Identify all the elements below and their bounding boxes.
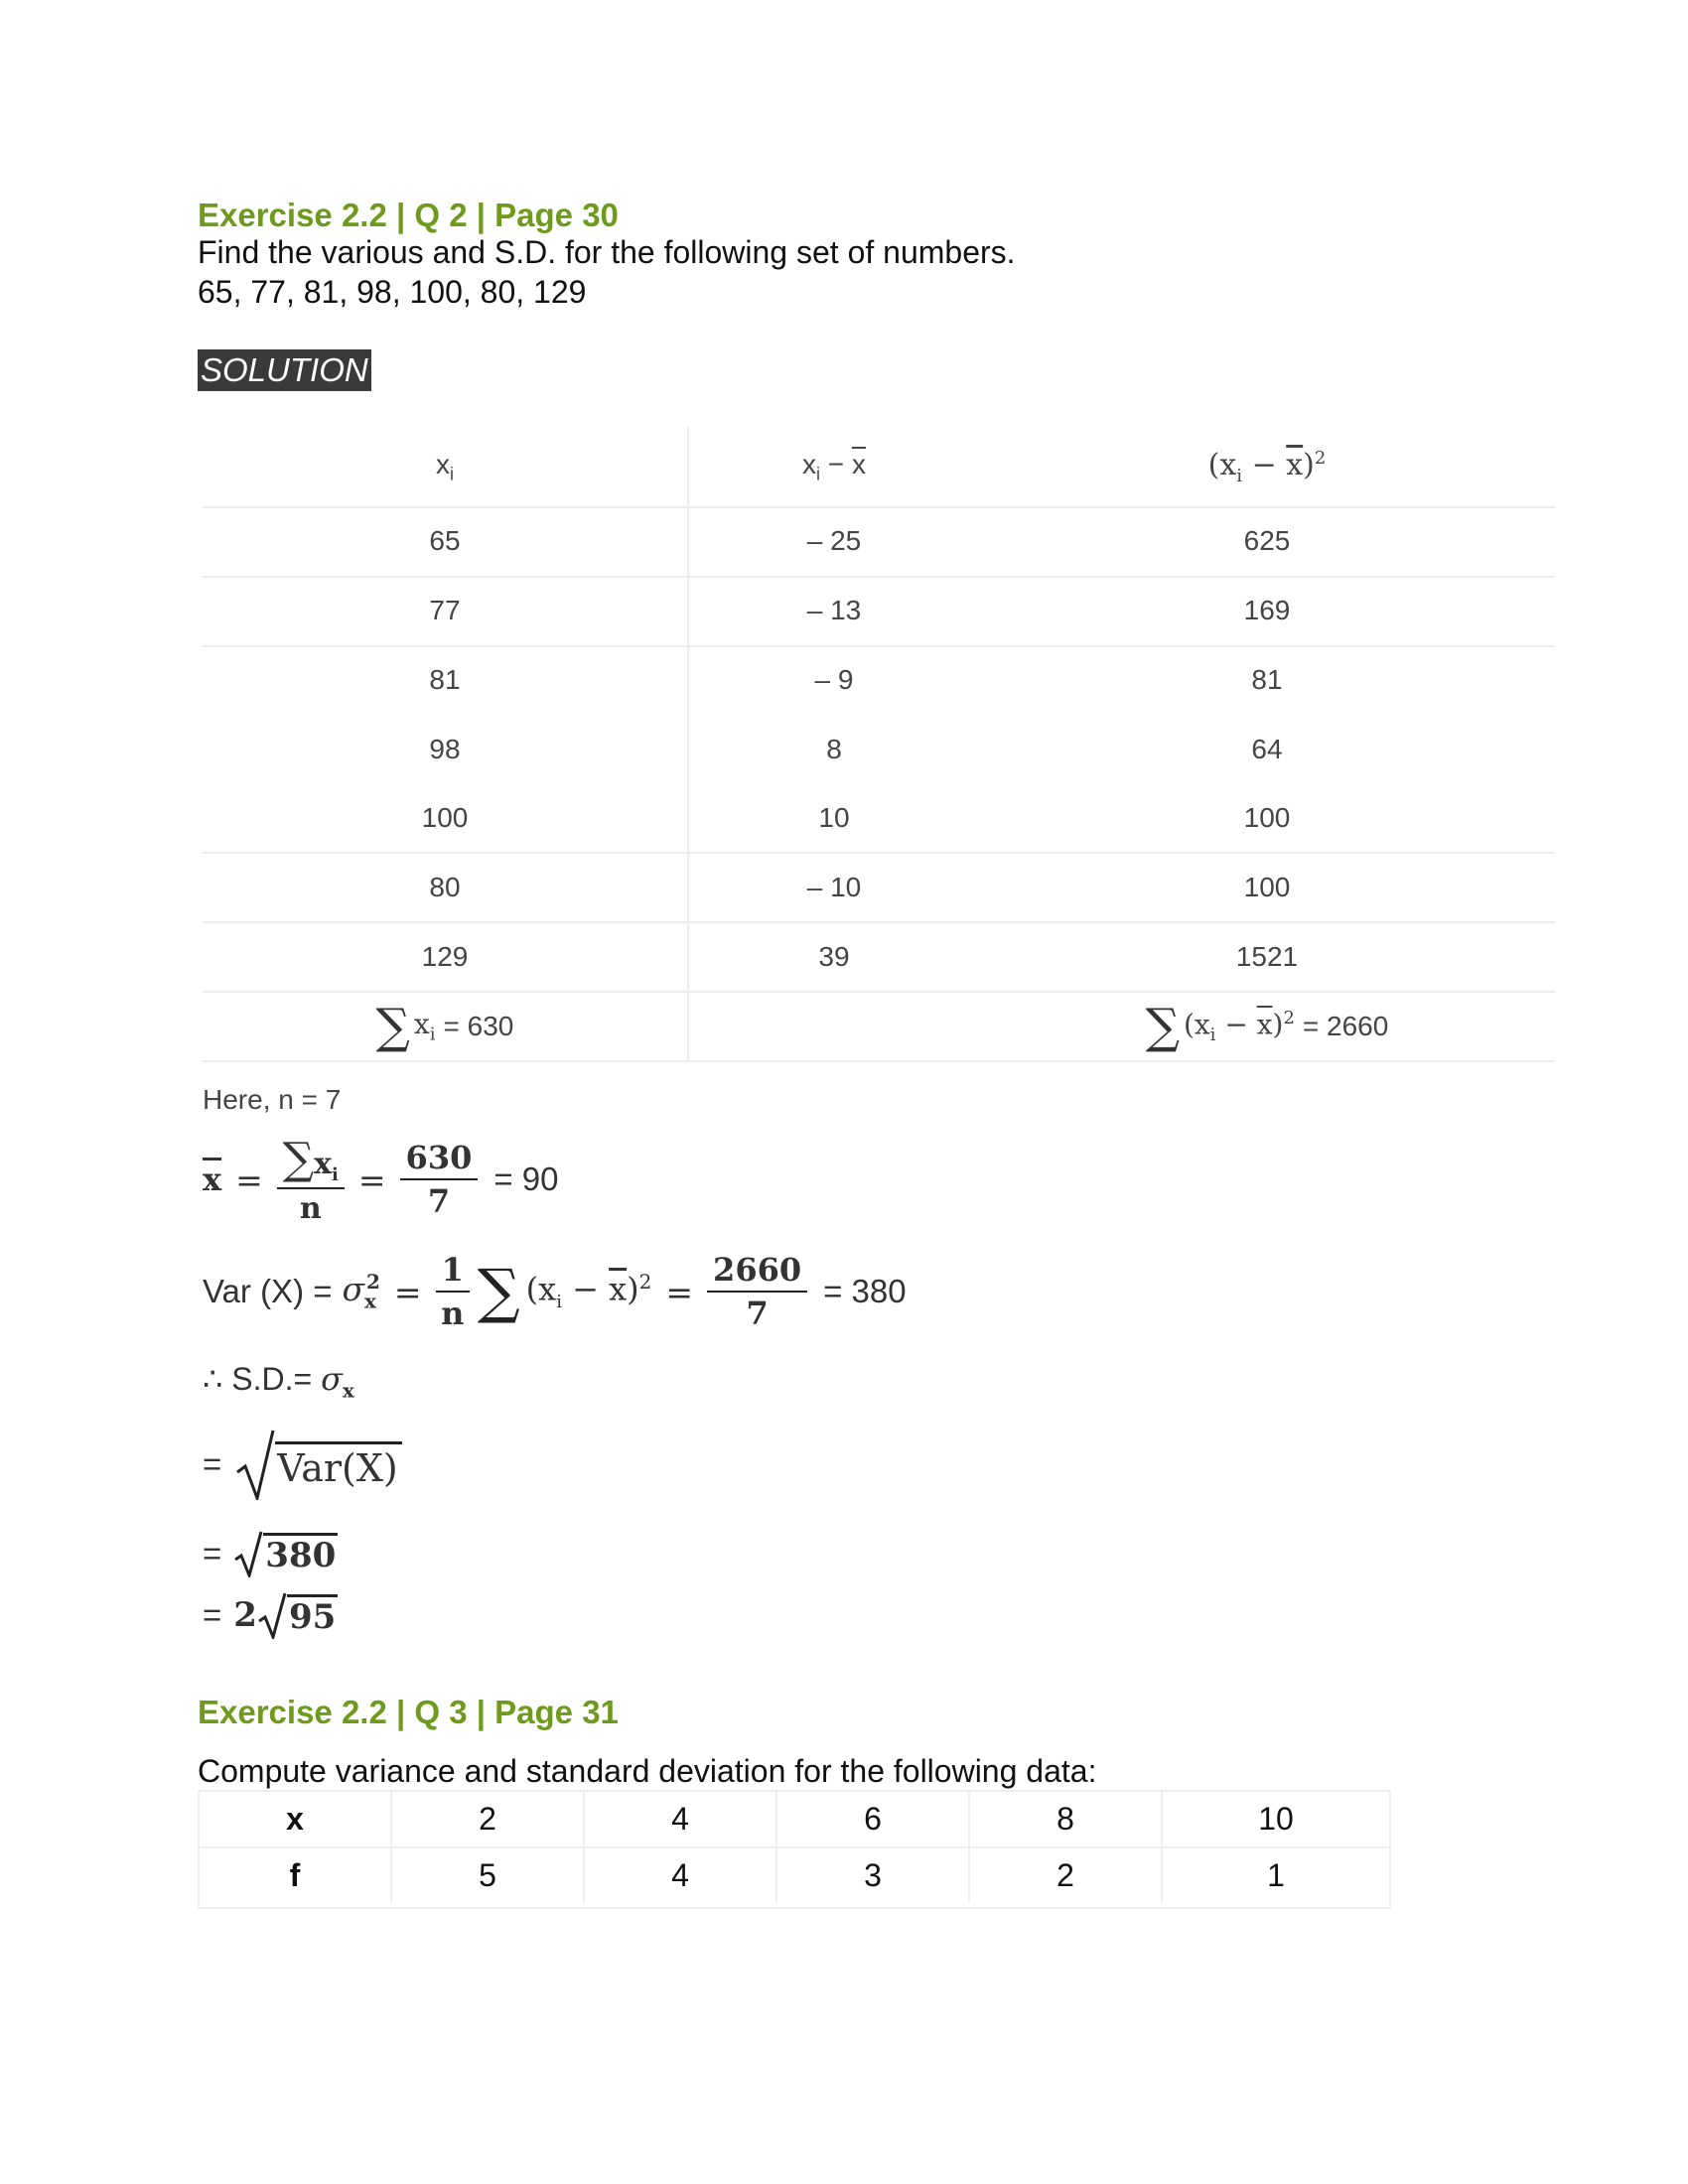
f-value: 1 <box>1267 1857 1285 1893</box>
mean-result: = 90 <box>493 1160 559 1197</box>
table-row <box>203 506 1555 578</box>
header-xi: $x_i$ <box>436 448 454 484</box>
sd-step-1: = Var(X) <box>203 1430 402 1499</box>
f-value: 5 <box>392 1848 585 1903</box>
cell-xi: 100 <box>421 802 469 833</box>
table-row <box>203 784 1555 854</box>
sigma-symbol: ∑ <box>477 1257 520 1326</box>
one-over-n: $\frac{1}{n}$ <box>436 1251 470 1332</box>
table-row <box>203 715 1555 784</box>
cell-deviation: – 25 <box>806 525 862 556</box>
variance-formula: Var (X) = $\sigma_x^2$ = $\frac{1}{n}$ ∑ $(x_i - \overline{x})^2$ = $\frac{2660}{7}$ = 380 <box>203 1251 907 1332</box>
table-row-x <box>200 1792 1389 1848</box>
header-squared-deviation: $(x_i - \overline{x})^2$ <box>1207 447 1327 486</box>
x-value: 4 <box>585 1792 777 1846</box>
x-value: 2 <box>392 1792 585 1846</box>
sd-step-2: = 380 <box>203 1529 338 1578</box>
f-value: 3 <box>777 1848 970 1903</box>
frequency-table <box>198 1790 1391 1909</box>
table-sum-row <box>203 993 1555 1062</box>
sd-label: ∴ S.D.= <box>203 1361 313 1397</box>
cell-squared: 64 <box>1251 734 1283 764</box>
mean-fraction-value: $\frac{630}{7}$ <box>400 1139 479 1220</box>
sqrt-sign <box>235 1429 275 1500</box>
table-row <box>203 576 1555 647</box>
cell-deviation: – 9 <box>814 664 854 695</box>
cell-xi: 65 <box>429 525 461 556</box>
solution-badge[interactable]: SOLUTION <box>198 349 371 391</box>
mean-fraction-sum: $\frac{\sum x_i}{n}$ <box>277 1134 345 1226</box>
sum-xi-value: = 630 <box>443 1011 514 1041</box>
variance-result: = 380 <box>823 1273 907 1309</box>
table-row <box>203 645 1555 715</box>
cell-deviation: 10 <box>818 802 850 833</box>
sum-squared-cell: ∑ $(x_i - \overline{x})^2$ = 2660 <box>1145 999 1389 1054</box>
sd-coefficient: 2 <box>233 1595 257 1635</box>
sd-definition: ∴ $S.D.= \sigma_x$ <box>203 1360 354 1403</box>
cell-deviation: 39 <box>818 941 850 972</box>
cell-squared: 169 <box>1243 595 1291 625</box>
question-text-q3: Compute variance and standard deviation for the following data: <box>198 1753 1097 1789</box>
exercise-heading-q2: Exercise 2.2 | Q 2 | Page 30 <box>198 197 619 233</box>
cell-squared: 100 <box>1243 872 1291 902</box>
header-deviation: $x_i - \overline{x}$ <box>802 448 866 484</box>
mean-formula: $\overline{x}$ = $\frac{\sum x_i}{n}$ = $\frac{630}{7}$ = 90 <box>203 1133 559 1226</box>
question-text-q2: Find the various and S.D. for the following set of numbers. <box>198 234 1016 270</box>
variance-label: Var (X) = <box>203 1273 333 1309</box>
table-row <box>203 854 1555 923</box>
sum-empty-cell <box>689 993 979 1060</box>
x-value: 8 <box>970 1792 1163 1846</box>
sum-xi-cell: ∑ $x_i$ = 630 <box>375 999 514 1054</box>
table-row-f <box>200 1848 1389 1903</box>
cell-deviation: 8 <box>826 734 842 764</box>
cell-xi: 80 <box>429 872 461 902</box>
cell-deviation: – 13 <box>806 595 862 625</box>
cell-squared: 81 <box>1251 664 1283 695</box>
f-value: 2 <box>970 1848 1163 1903</box>
f-value: 4 <box>585 1848 777 1903</box>
sqrt-sign <box>233 1530 263 1577</box>
cell-xi: 81 <box>429 664 461 695</box>
cell-xi: 129 <box>421 941 469 972</box>
table-header-row <box>203 427 1555 508</box>
sd-radicand-95: 95 <box>287 1594 338 1637</box>
cell-squared: 625 <box>1243 525 1291 556</box>
cell-squared: 1521 <box>1235 941 1299 972</box>
cell-squared: 100 <box>1243 802 1291 833</box>
x-value: 6 <box>777 1792 970 1846</box>
row-label-x: x <box>200 1792 392 1846</box>
sigma-symbol: ∑ <box>1145 999 1180 1054</box>
sd-radicand-380: 380 <box>263 1533 338 1575</box>
deviation-table <box>203 427 1555 1062</box>
cell-xi: 77 <box>429 595 461 625</box>
sd-radicand-var: Var(X) <box>275 1441 401 1490</box>
exercise-heading-q3: Exercise 2.2 | Q 3 | Page 31 <box>198 1694 619 1730</box>
row-label-f: f <box>200 1848 392 1903</box>
sigma-symbol: ∑ <box>375 999 410 1054</box>
cell-deviation: – 10 <box>806 872 862 902</box>
x-value: 10 <box>1258 1801 1294 1837</box>
sum-squared-value: = 2660 <box>1302 1011 1389 1041</box>
variance-fraction: $\frac{2660}{7}$ <box>707 1251 807 1332</box>
cell-xi: 98 <box>429 734 461 764</box>
table-row <box>203 923 1555 993</box>
number-set: 65, 77, 81, 98, 100, 80, 129 <box>198 274 587 310</box>
sample-size-line: Here, n = 7 <box>203 1084 342 1115</box>
sqrt-sign <box>257 1591 287 1639</box>
sd-step-3: = 2 95 <box>203 1590 338 1640</box>
